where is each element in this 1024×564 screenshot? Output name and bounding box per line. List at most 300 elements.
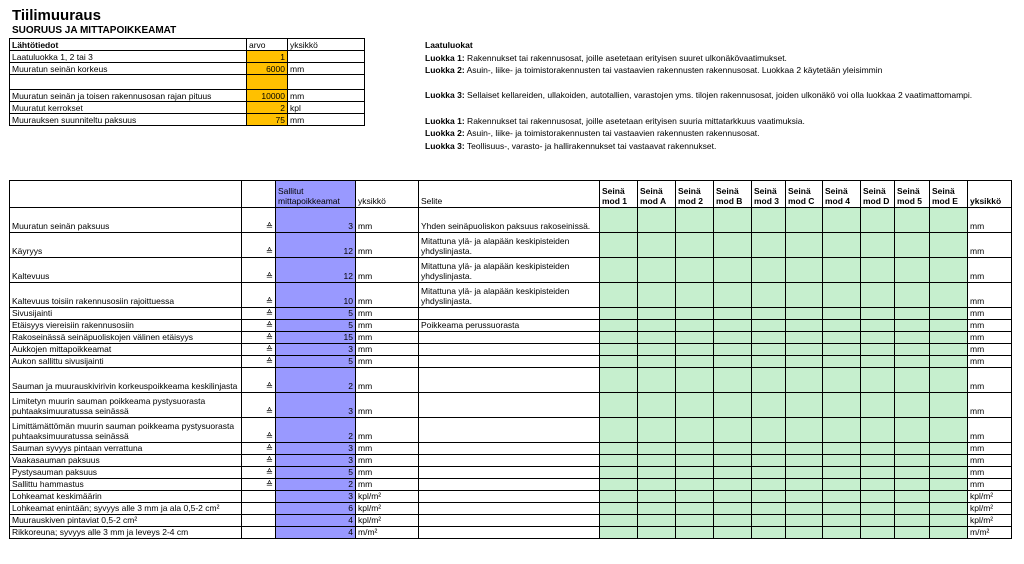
wall-measurement-cell[interactable] (823, 320, 861, 332)
wall-measurement-cell[interactable] (930, 356, 968, 368)
input-label: Muuratun seinän korkeus (10, 63, 247, 75)
wall-measurement-cell[interactable] (714, 356, 752, 368)
wall-measurement-cell[interactable] (676, 515, 714, 527)
wall-header: Seinä mod 3 (752, 181, 786, 208)
tolerance-unit2: mm (968, 356, 1012, 368)
tolerance-value: 3 (276, 455, 356, 467)
tolerance-symbol: ≙ (242, 258, 276, 283)
wall-measurement-cell[interactable] (676, 418, 714, 443)
wall-measurement-cell[interactable] (861, 233, 895, 258)
tolerance-unit: mm (356, 283, 419, 308)
wall-measurement-cell[interactable] (823, 479, 861, 491)
input-value-cell[interactable]: 6000 (247, 63, 288, 75)
wall-measurement-cell[interactable] (786, 491, 823, 503)
wall-measurement-cell[interactable] (714, 479, 752, 491)
input-value-cell[interactable] (247, 75, 288, 90)
wall-measurement-cell[interactable] (600, 479, 638, 491)
wall-measurement-cell[interactable] (930, 393, 968, 418)
wall-measurement-cell[interactable] (752, 320, 786, 332)
wall-measurement-cell[interactable] (786, 320, 823, 332)
wall-measurement-cell[interactable] (752, 356, 786, 368)
wall-measurement-cell[interactable] (752, 368, 786, 393)
wall-measurement-cell[interactable] (861, 258, 895, 283)
wall-measurement-cell[interactable] (714, 258, 752, 283)
wall-measurement-cell[interactable] (638, 233, 676, 258)
tolerance-row (10, 467, 1012, 479)
wall-measurement-cell[interactable] (861, 443, 895, 455)
note-header: Selite (419, 181, 600, 208)
wall-measurement-cell[interactable] (823, 393, 861, 418)
tolerance-label: Rakoseinässä seinäpuoliskojen välinen etäisyys (10, 332, 242, 344)
wall-measurement-cell[interactable] (823, 308, 861, 320)
wall-measurement-cell[interactable] (861, 491, 895, 503)
wall-measurement-cell[interactable] (752, 332, 786, 344)
tolerance-symbol: ≙ (242, 308, 276, 320)
tolerance-unit2: mm (968, 455, 1012, 467)
wall-measurement-cell[interactable] (895, 515, 930, 527)
wall-measurement-cell[interactable] (895, 455, 930, 467)
wall-measurement-cell[interactable] (895, 368, 930, 393)
tolerance-unit2: mm (968, 418, 1012, 443)
wall-measurement-cell[interactable] (714, 320, 752, 332)
tolerance-row (10, 455, 1012, 467)
wall-measurement-cell[interactable] (676, 527, 714, 539)
wall-measurement-cell[interactable] (861, 455, 895, 467)
wall-measurement-cell[interactable] (752, 515, 786, 527)
wall-measurement-cell[interactable] (823, 515, 861, 527)
wall-measurement-cell[interactable] (930, 344, 968, 356)
wall-measurement-cell[interactable] (930, 455, 968, 467)
wall-measurement-cell[interactable] (714, 208, 752, 233)
wall-measurement-cell[interactable] (752, 283, 786, 308)
wall-measurement-cell[interactable] (676, 320, 714, 332)
wall-header: Seinä mod E (930, 181, 968, 208)
tolerance-value: 12 (276, 233, 356, 258)
tolerance-symbol: ≙ (242, 455, 276, 467)
wall-measurement-cell[interactable] (930, 308, 968, 320)
tolerance-value: 4 (276, 515, 356, 527)
input-value-cell[interactable]: 75 (247, 114, 288, 126)
wall-measurement-cell[interactable] (714, 344, 752, 356)
wall-measurement-cell[interactable] (714, 455, 752, 467)
wall-header: Seinä mod C (786, 181, 823, 208)
wall-measurement-cell[interactable] (752, 344, 786, 356)
wall-measurement-cell[interactable] (895, 320, 930, 332)
wall-measurement-cell[interactable] (930, 418, 968, 443)
wall-measurement-cell[interactable] (600, 443, 638, 455)
wall-measurement-cell[interactable] (600, 208, 638, 233)
tolerance-unit: mm (356, 467, 419, 479)
wall-measurement-cell[interactable] (714, 503, 752, 515)
tolerance-row (10, 368, 1012, 393)
wall-measurement-cell[interactable] (676, 479, 714, 491)
wall-measurement-cell[interactable] (638, 443, 676, 455)
wall-measurement-cell[interactable] (895, 503, 930, 515)
wall-measurement-cell[interactable] (752, 455, 786, 467)
wall-measurement-cell[interactable] (895, 491, 930, 503)
wall-measurement-cell[interactable] (861, 515, 895, 527)
wall-measurement-cell[interactable] (786, 308, 823, 320)
wall-measurement-cell[interactable] (823, 491, 861, 503)
wall-measurement-cell[interactable] (895, 208, 930, 233)
wall-measurement-cell[interactable] (861, 527, 895, 539)
wall-measurement-cell[interactable] (676, 344, 714, 356)
input-row (10, 51, 365, 63)
wall-measurement-cell[interactable] (676, 393, 714, 418)
wall-measurement-cell[interactable] (752, 393, 786, 418)
input-unit (288, 75, 365, 90)
wall-measurement-cell[interactable] (600, 320, 638, 332)
wall-measurement-cell[interactable] (786, 467, 823, 479)
wall-measurement-cell[interactable] (638, 320, 676, 332)
tolerance-unit2: mm (968, 344, 1012, 356)
wall-measurement-cell[interactable] (786, 443, 823, 455)
wall-measurement-cell[interactable] (714, 308, 752, 320)
tolerance-row (10, 393, 1012, 418)
tolerance-note: Mitattuna ylä- ja alapään keskipisteiden yhdyslinjasta. (419, 258, 600, 283)
wall-measurement-cell[interactable] (930, 491, 968, 503)
wall-measurement-cell[interactable] (638, 344, 676, 356)
wall-measurement-cell[interactable] (895, 443, 930, 455)
wall-measurement-cell[interactable] (600, 368, 638, 393)
tolerance-symbol: ≙ (242, 418, 276, 443)
tolerance-row (10, 503, 1012, 515)
tolerance-note (419, 332, 600, 344)
wall-measurement-cell[interactable] (861, 503, 895, 515)
tolerance-note (419, 467, 600, 479)
wall-measurement-cell[interactable] (600, 515, 638, 527)
wall-measurement-cell[interactable] (823, 283, 861, 308)
wall-measurement-cell[interactable] (930, 527, 968, 539)
wall-header: Seinä mod B (714, 181, 752, 208)
tolerance-unit2: kpl/m² (968, 491, 1012, 503)
quality-class-line (425, 115, 972, 128)
tolerance-table (9, 180, 1012, 539)
wall-measurement-cell[interactable] (861, 418, 895, 443)
input-label: Laatuluokka 1, 2 tai 3 (10, 51, 247, 63)
wall-measurement-cell[interactable] (930, 479, 968, 491)
wall-measurement-cell[interactable] (714, 527, 752, 539)
wall-measurement-cell[interactable] (861, 283, 895, 308)
wall-measurement-cell[interactable] (752, 527, 786, 539)
tolerance-unit: m/m² (356, 527, 419, 539)
quality-class-name: Luokka 3: (425, 140, 465, 151)
wall-measurement-cell[interactable] (638, 258, 676, 283)
tolerance-symbol: ≙ (242, 393, 276, 418)
wall-measurement-cell[interactable] (823, 503, 861, 515)
wall-measurement-cell[interactable] (638, 283, 676, 308)
wall-measurement-cell[interactable] (786, 283, 823, 308)
quality-class-line (425, 127, 972, 140)
wall-measurement-cell[interactable] (714, 515, 752, 527)
tolerance-unit2: mm (968, 258, 1012, 283)
wall-measurement-cell[interactable] (714, 283, 752, 308)
wall-measurement-cell[interactable] (823, 443, 861, 455)
wall-measurement-cell[interactable] (638, 418, 676, 443)
tolerance-row (10, 283, 1012, 308)
wall-measurement-cell[interactable] (676, 455, 714, 467)
wall-measurement-cell[interactable] (895, 233, 930, 258)
tolerance-label: Muuratun seinän paksuus (10, 208, 242, 233)
wall-measurement-cell[interactable] (752, 308, 786, 320)
wall-measurement-cell[interactable] (600, 455, 638, 467)
tolerance-value: 5 (276, 320, 356, 332)
wall-measurement-cell[interactable] (861, 368, 895, 393)
wall-measurement-cell[interactable] (676, 368, 714, 393)
wall-measurement-cell[interactable] (676, 258, 714, 283)
wall-measurement-cell[interactable] (676, 233, 714, 258)
wall-measurement-cell[interactable] (714, 443, 752, 455)
tolerance-value: 3 (276, 393, 356, 418)
wall-measurement-cell[interactable] (676, 467, 714, 479)
wall-measurement-cell[interactable] (823, 332, 861, 344)
tolerance-note (419, 443, 600, 455)
wall-measurement-cell[interactable] (786, 356, 823, 368)
wall-measurement-cell[interactable] (930, 515, 968, 527)
wall-measurement-cell[interactable] (600, 491, 638, 503)
wall-measurement-cell[interactable] (638, 393, 676, 418)
tolerance-value: 2 (276, 479, 356, 491)
wall-header: Seinä mod A (638, 181, 676, 208)
wall-measurement-cell[interactable] (638, 527, 676, 539)
wall-measurement-cell[interactable] (895, 418, 930, 443)
input-value-cell[interactable]: 2 (247, 102, 288, 114)
wall-measurement-cell[interactable] (752, 491, 786, 503)
wall-measurement-cell[interactable] (930, 443, 968, 455)
quality-class-text: Sellaiset kellareiden, ullakoiden, autotallien, varastojen yms. tilojen rakennusosat, joiden ulkonäkö voi olla luokkaa 2 vaatimattomampi. (464, 90, 973, 101)
quality-class-name: Luokka 2: (425, 128, 465, 139)
wall-measurement-cell[interactable] (823, 356, 861, 368)
wall-measurement-cell[interactable] (638, 308, 676, 320)
unit-header: yksikkö (356, 181, 419, 208)
wall-measurement-cell[interactable] (823, 455, 861, 467)
wall-measurement-cell[interactable] (786, 332, 823, 344)
tolerance-symbol: ≙ (242, 356, 276, 368)
wall-measurement-cell[interactable] (895, 283, 930, 308)
wall-measurement-cell[interactable] (714, 368, 752, 393)
wall-measurement-cell[interactable] (714, 467, 752, 479)
tolerance-label: Kaltevuus (10, 258, 242, 283)
tolerance-note (419, 344, 600, 356)
wall-measurement-cell[interactable] (786, 503, 823, 515)
tolerance-note (419, 491, 600, 503)
wall-measurement-cell[interactable] (752, 467, 786, 479)
tolerance-row (10, 332, 1012, 344)
input-unit: kpl (288, 102, 365, 114)
wall-measurement-cell[interactable] (823, 258, 861, 283)
wall-measurement-cell[interactable] (930, 503, 968, 515)
tolerance-row (10, 344, 1012, 356)
wall-measurement-cell[interactable] (895, 527, 930, 539)
tolerance-row (10, 308, 1012, 320)
tolerance-unit2: mm (968, 393, 1012, 418)
wall-measurement-cell[interactable] (600, 356, 638, 368)
tolerance-row (10, 515, 1012, 527)
wall-measurement-cell[interactable] (895, 308, 930, 320)
tolerance-value: 3 (276, 344, 356, 356)
wall-measurement-cell[interactable] (861, 320, 895, 332)
wall-measurement-cell[interactable] (861, 393, 895, 418)
wall-measurement-cell[interactable] (823, 344, 861, 356)
wall-header: Seinä mod 5 (895, 181, 930, 208)
wall-measurement-cell[interactable] (823, 527, 861, 539)
quality-class-line (425, 77, 972, 90)
wall-measurement-cell[interactable] (638, 356, 676, 368)
wall-measurement-cell[interactable] (638, 515, 676, 527)
tolerance-unit: mm (356, 308, 419, 320)
tolerance-note (419, 527, 600, 539)
wall-measurement-cell[interactable] (930, 258, 968, 283)
tolerance-symbol (242, 527, 276, 539)
wall-measurement-cell[interactable] (638, 368, 676, 393)
wall-measurement-cell[interactable] (676, 208, 714, 233)
wall-measurement-cell[interactable] (786, 344, 823, 356)
wall-measurement-cell[interactable] (676, 443, 714, 455)
wall-measurement-cell[interactable] (600, 344, 638, 356)
wall-measurement-cell[interactable] (638, 455, 676, 467)
wall-measurement-cell[interactable] (600, 332, 638, 344)
wall-measurement-cell[interactable] (676, 283, 714, 308)
wall-measurement-cell[interactable] (752, 258, 786, 283)
tolerance-label: Sauman ja muurauskivirivin korkeuspoikkeama keskilinjasta (10, 368, 242, 393)
wall-measurement-cell[interactable] (752, 418, 786, 443)
wall-header: Seinä mod 1 (600, 181, 638, 208)
tolerance-label: Kaltevuus toisiin rakennusosiin rajoittuessa (10, 283, 242, 308)
quality-class-line (425, 89, 972, 102)
wall-measurement-cell[interactable] (786, 455, 823, 467)
tolerance-note (419, 356, 600, 368)
wall-measurement-cell[interactable] (895, 467, 930, 479)
tolerance-label: Pystysauman paksuus (10, 467, 242, 479)
wall-measurement-cell[interactable] (600, 467, 638, 479)
wall-measurement-cell[interactable] (786, 479, 823, 491)
wall-measurement-cell[interactable] (676, 356, 714, 368)
tolerance-row (10, 356, 1012, 368)
wall-measurement-cell[interactable] (714, 491, 752, 503)
wall-measurement-cell[interactable] (600, 527, 638, 539)
wall-measurement-cell[interactable] (895, 258, 930, 283)
wall-measurement-cell[interactable] (823, 368, 861, 393)
wall-measurement-cell[interactable] (600, 503, 638, 515)
wall-measurement-cell[interactable] (714, 418, 752, 443)
tolerance-symbol: ≙ (242, 233, 276, 258)
wall-measurement-cell[interactable] (861, 467, 895, 479)
wall-measurement-cell[interactable] (600, 393, 638, 418)
quality-class-line (425, 52, 972, 65)
wall-measurement-cell[interactable] (930, 332, 968, 344)
wall-measurement-cell[interactable] (895, 332, 930, 344)
wall-measurement-cell[interactable] (676, 332, 714, 344)
wall-measurement-cell[interactable] (638, 208, 676, 233)
wall-measurement-cell[interactable] (752, 443, 786, 455)
wall-measurement-cell[interactable] (786, 527, 823, 539)
wall-measurement-cell[interactable] (676, 308, 714, 320)
wall-measurement-cell[interactable] (786, 368, 823, 393)
tolerance-symbol (242, 503, 276, 515)
wall-measurement-cell[interactable] (752, 503, 786, 515)
wall-measurement-cell[interactable] (600, 233, 638, 258)
tolerance-unit: kpl/m² (356, 491, 419, 503)
wall-measurement-cell[interactable] (600, 258, 638, 283)
tolerance-row (10, 258, 1012, 283)
wall-measurement-cell[interactable] (786, 393, 823, 418)
wall-measurement-cell[interactable] (676, 503, 714, 515)
tolerance-symbol (242, 491, 276, 503)
wall-measurement-cell[interactable] (861, 332, 895, 344)
input-value-cell[interactable]: 1 (247, 51, 288, 63)
wall-header: Seinä mod 4 (823, 181, 861, 208)
input-unit: mm (288, 114, 365, 126)
wall-measurement-cell[interactable] (861, 308, 895, 320)
wall-measurement-cell[interactable] (823, 418, 861, 443)
allowed-header: Sallitut mittapoikkeamat (276, 181, 356, 208)
tolerance-value: 2 (276, 418, 356, 443)
wall-measurement-cell[interactable] (823, 208, 861, 233)
wall-measurement-cell[interactable] (600, 418, 638, 443)
wall-measurement-cell[interactable] (752, 233, 786, 258)
tolerance-symbol: ≙ (242, 332, 276, 344)
input-header-cell: yksikkö (288, 39, 365, 51)
wall-measurement-cell[interactable] (786, 208, 823, 233)
tolerance-value: 12 (276, 258, 356, 283)
wall-measurement-cell[interactable] (600, 283, 638, 308)
wall-measurement-cell[interactable] (752, 208, 786, 233)
wall-measurement-cell[interactable] (823, 233, 861, 258)
wall-measurement-cell[interactable] (930, 283, 968, 308)
wall-measurement-cell[interactable] (861, 356, 895, 368)
wall-measurement-cell[interactable] (638, 491, 676, 503)
input-unit (288, 51, 365, 63)
wall-measurement-cell[interactable] (638, 332, 676, 344)
wall-measurement-cell[interactable] (930, 368, 968, 393)
wall-measurement-cell[interactable] (930, 233, 968, 258)
tolerance-unit2: kpl/m² (968, 515, 1012, 527)
quality-class-name: Luokka 3: (425, 90, 465, 101)
wall-measurement-cell[interactable] (823, 467, 861, 479)
wall-measurement-cell[interactable] (676, 491, 714, 503)
tolerance-note (419, 503, 600, 515)
wall-measurement-cell[interactable] (786, 258, 823, 283)
wall-measurement-cell[interactable] (786, 418, 823, 443)
wall-measurement-cell[interactable] (895, 356, 930, 368)
wall-measurement-cell[interactable] (638, 479, 676, 491)
wall-measurement-cell[interactable] (714, 332, 752, 344)
wall-measurement-cell[interactable] (714, 233, 752, 258)
wall-measurement-cell[interactable] (861, 344, 895, 356)
wall-measurement-cell[interactable] (786, 515, 823, 527)
wall-measurement-cell[interactable] (861, 479, 895, 491)
wall-measurement-cell[interactable] (895, 479, 930, 491)
wall-measurement-cell[interactable] (930, 467, 968, 479)
wall-measurement-cell[interactable] (638, 467, 676, 479)
tolerance-label: Aukon sallittu sivusijainti (10, 356, 242, 368)
wall-measurement-cell[interactable] (895, 393, 930, 418)
tolerance-header-row (10, 181, 1012, 208)
wall-measurement-cell[interactable] (752, 479, 786, 491)
input-value-cell[interactable]: 10000 (247, 90, 288, 102)
wall-measurement-cell[interactable] (895, 344, 930, 356)
wall-measurement-cell[interactable] (600, 308, 638, 320)
wall-measurement-cell[interactable] (714, 393, 752, 418)
input-label: Muuratut kerrokset (10, 102, 247, 114)
tolerance-symbol: ≙ (242, 368, 276, 393)
wall-measurement-cell[interactable] (861, 208, 895, 233)
wall-measurement-cell[interactable] (930, 320, 968, 332)
tolerance-unit: mm (356, 332, 419, 344)
wall-measurement-cell[interactable] (638, 503, 676, 515)
wall-measurement-cell[interactable] (930, 208, 968, 233)
wall-measurement-cell[interactable] (786, 233, 823, 258)
